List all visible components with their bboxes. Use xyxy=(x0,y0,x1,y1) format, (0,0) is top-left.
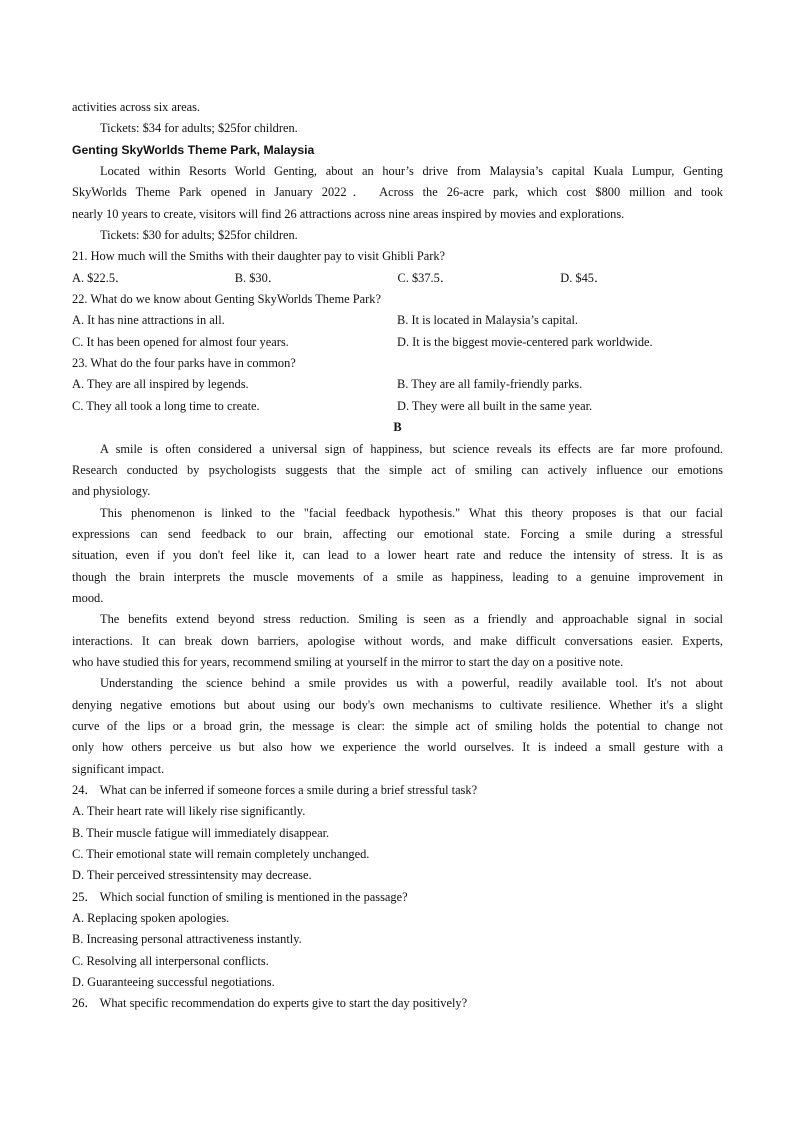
question-26-stem: 26． What specific recommendation do experts give to start the day positively? xyxy=(72,996,468,1011)
ghibli-tickets: Tickets: $34 for adults; $25for children. xyxy=(100,121,298,136)
genting-text-line: nearly 10 years to create, visitors will find 26 attractions across nine areas inspired by movies and explorations. xyxy=(72,206,625,221)
q25-option-d: D. Guaranteeing successful negotiations. xyxy=(72,975,275,990)
document-page xyxy=(72,97,723,1015)
question-21-options xyxy=(72,268,723,289)
genting-text-line: SkyWorlds Theme Park opened in January 2022． Across the 26-acre park, which cost $800 million and took xyxy=(72,185,723,200)
q22-option-a: A. It has nine attractions in all. xyxy=(72,313,225,328)
passage-b-line: The benefits extend beyond stress reduction. Smiling is seen as a friendly and approachable signal in social xyxy=(100,612,723,627)
passage-b-line: Understanding the science behind a smile provides us with a powerful, readily available tool. It's not about xyxy=(100,676,723,691)
q22-option-c: C. It has been opened for almost four years. xyxy=(72,334,289,349)
q23-option-b: B. They are all family-friendly parks. xyxy=(397,377,583,392)
section-b-label: B xyxy=(393,420,402,435)
question-22-options-row xyxy=(72,310,723,331)
question-21-stem: 21. How much will the Smiths with their daughter pay to visit Ghibli Park? xyxy=(72,249,446,264)
passage-b-line: though the brain interprets the muscle movements of a smile as happiness, leading to a genuine improvement in xyxy=(72,569,723,584)
passage-b-line: who have studied this for years, recommend smiling at yourself in the mirror to start the day on a positive note. xyxy=(72,654,624,669)
question-24-stem: 24． What can be inferred if someone forces a smile during a brief stressful task? xyxy=(72,783,478,797)
passage-b-line: This phenomenon is linked to the "facial feedback hypothesis." What this theory proposes is that our facial xyxy=(100,505,723,520)
q24-option-d: D. Their perceived stressintensity may decrease. xyxy=(72,868,312,883)
passage-b-line: denying negative emotions but about using our body's own mechanisms to cultivate resilience. Whether it's a slight xyxy=(72,697,723,712)
q23-option-a: A. They are all inspired by legends. xyxy=(72,377,249,392)
question-25-stem: 25． Which social function of smiling is mentioned in the passage? xyxy=(72,889,408,904)
passage-b-line: and physiology. xyxy=(72,484,151,499)
passage-b-line: only how others perceive us but also how we experience the world ourselves. It is indeed a small gesture with a xyxy=(72,740,723,755)
question-22-stem: 22. What do we know about Genting SkyWorlds Theme Park? xyxy=(72,292,381,307)
q23-option-c: C. They all took a long time to create. xyxy=(72,398,260,413)
q23-option-d: D. They were all built in the same year. xyxy=(397,398,593,413)
q25-option-a: A. Replacing spoken apologies. xyxy=(72,911,230,926)
question-23-options-row xyxy=(72,374,723,395)
passage-b-line: A smile is often considered a universal sign of happiness, but science reveals its effects are far more profound. xyxy=(100,441,723,456)
q25-option-c: C. Resolving all interpersonal conflicts. xyxy=(72,953,269,968)
q22-option-b: B. It is located in Malaysia’s capital. xyxy=(397,313,578,328)
genting-heading: Genting SkyWorlds Theme Park, Malaysia xyxy=(72,142,315,157)
passage-b-line: interactions. It can break down barriers, apologise without words, and make difficult conversations easier. Experts, xyxy=(72,633,723,648)
question-23-options-row xyxy=(72,396,723,417)
passage-b-line: expressions can send feedback to our brain, affecting our emotional state. Forcing a smile during a stressful xyxy=(72,526,723,541)
q24-option-a: A. Their heart rate will likely rise significantly. xyxy=(72,804,306,819)
q21-option-d: D. $45． xyxy=(560,270,607,285)
q24-option-b: B. Their muscle fatigue will immediately disappear. xyxy=(72,825,330,840)
passage-b-line: curve of the lips or a broad grin, the message is clear: the simple act of smiling holds the potential to change not xyxy=(72,718,723,733)
q21-option-c: C. $37.5． xyxy=(397,270,453,285)
passage-b-line: situation, even if you don't feel like it, can lead to a lower heart rate and reduce the intensity of stress. It is as xyxy=(72,548,723,563)
question-23-stem: 23. What do the four parks have in common? xyxy=(72,356,296,371)
passage-b-line: mood. xyxy=(72,590,104,605)
passage-b-line: significant impact. xyxy=(72,761,165,776)
genting-text-line: Located within Resorts World Genting, about an hour’s drive from Malaysia’s capital Kuala Lumpur, Genting xyxy=(100,164,723,179)
question-22-options-row xyxy=(72,332,723,353)
q24-option-c: C. Their emotional state will remain completely unchanged. xyxy=(72,847,370,862)
q22-option-d: D. It is the biggest movie-centered park worldwide. xyxy=(397,334,653,349)
q25-option-b: B. Increasing personal attractiveness instantly. xyxy=(72,932,302,947)
genting-tickets: Tickets: $30 for adults; $25for children. xyxy=(100,228,298,243)
passage-a-intro-tail: activities across six areas. xyxy=(72,100,200,114)
q21-option-a: A. $22.5． xyxy=(72,270,128,285)
passage-b-line: Research conducted by psychologists suggests that the simple act of smiling can actively influence our emotions xyxy=(72,462,723,477)
q21-option-b: B. $30． xyxy=(234,270,281,285)
